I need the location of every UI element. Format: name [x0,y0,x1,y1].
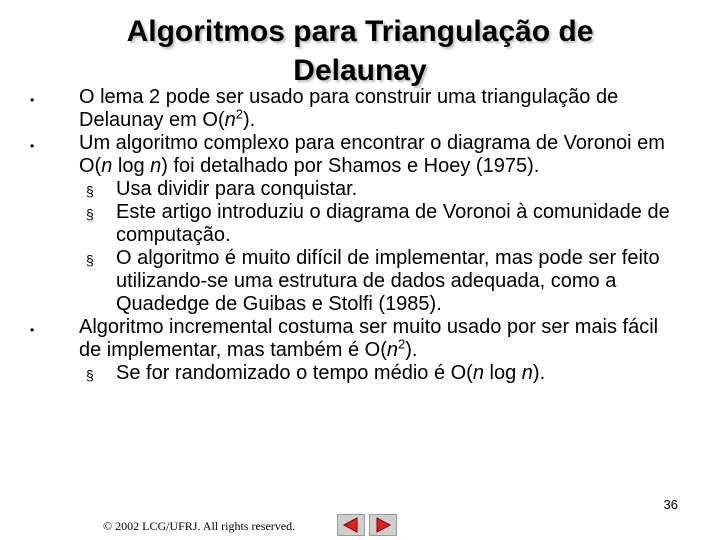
text-segment: Um algoritmo complexo para encontrar o diagrama de Voronoi em O( [79,132,665,177]
text-segment: ) foi detalhado por Shamos e Hoey (1975). [161,155,540,177]
sub-bullet-item [86,362,686,385]
text-segment: n [224,109,236,131]
text-segment: n [521,362,533,384]
section-mark-bullet-icon: § [86,367,94,383]
sub-bullet-item [86,201,686,247]
bullet-item [30,86,679,132]
text-segment: Usa dividir para conquistar. [116,178,358,200]
text-segment: ). [242,109,256,131]
triangle-right-icon [370,515,396,535]
text-segment: Algoritmo incremental costuma ser muito usado por ser mais fácil de implementar, mas também é O( [79,316,659,361]
text-segment: ). [532,362,546,384]
text-segment: 2 [235,106,243,122]
section-mark-bullet-icon: § [86,183,94,199]
text-segment: ). [405,339,418,361]
bullet-item [30,132,679,178]
previous-slide-button[interactable] [337,514,365,536]
bullet-dot-icon: • [30,323,35,337]
bullet-item [30,316,679,362]
section-mark-bullet-icon: § [86,252,94,268]
triangle-left-icon [338,515,364,535]
page-number: 36 [663,497,678,512]
text-segment: Este artigo introduziu o diagrama de Voronoi à comunidade de computação. [116,201,670,246]
text-segment: log [483,362,522,384]
text-segment: n [150,155,162,177]
text-segment: Se for randomizado o tempo médio é O( [116,362,473,384]
next-slide-button[interactable] [369,514,397,536]
copyright-notice: © 2002 LCG/UFRJ. All rights reserved. [103,519,296,533]
bullet-dot-icon: • [30,93,35,107]
slide-content [0,86,720,385]
text-segment: O lema 2 pode ser usado para construir uma triangulação de Delaunay em O( [79,86,619,131]
text-segment: n [472,362,484,384]
text-segment: log [112,155,151,177]
section-mark-bullet-icon: § [86,206,94,222]
sub-bullet-item [86,247,686,316]
text-segment: n [101,155,113,177]
text-segment: 2 [398,336,406,352]
text-segment: O algoritmo é muito difícil de implementar, mas pode ser feito utilizando-se uma estrutura de dados adequada, como a Quadedge de Guibas e Stolfi (1985). [116,247,660,315]
sub-bullet-item [86,178,686,201]
text-segment: n [386,339,399,361]
bullet-dot-icon: • [30,139,35,153]
slide-title: Algoritmos para Triangulação de Delaunay [126,15,594,87]
